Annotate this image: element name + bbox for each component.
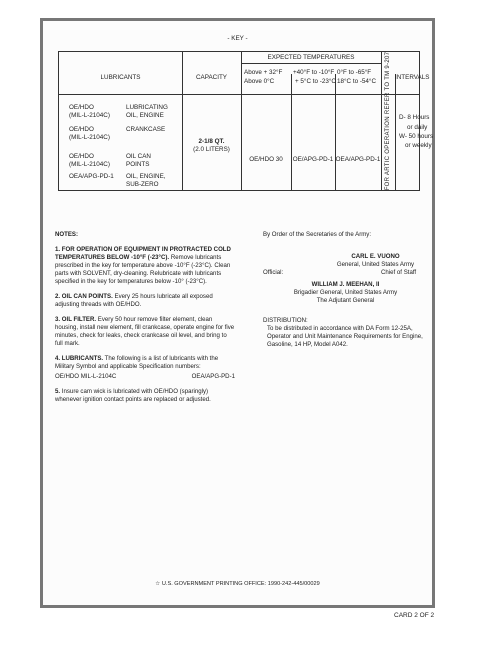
gpo-imprint: ☆ U.S. GOVERNMENT PRINTING OFFICE: 1990-242-445/00029: [155, 581, 320, 587]
note-3: 3. OIL FILTER. Every 50 hour remove filter element, clean housing, install new element, fill crankcase, operate engine for five minutes, check for leaks, check crankcase oil level, and bring to full mark.: [55, 316, 235, 347]
row4-desc2: SUB-ZERO: [126, 181, 159, 188]
row3-desc: OIL CAN: [126, 153, 151, 160]
interval-weekly: W- 50 hours: [399, 133, 434, 140]
temp1-lubricant: OE/HDO 30: [249, 156, 283, 163]
official-label: Official:: [263, 269, 284, 276]
lubricants-header: LUBRICANTS: [100, 74, 141, 81]
temp2-c: + 5°C to -23°C: [295, 78, 336, 85]
capacity-liters: (2.0 LITERS): [193, 146, 230, 153]
row1-spec: (MIL-L-2104C): [69, 112, 110, 119]
interval-daily-note: or daily: [407, 124, 428, 131]
row4-code: OEA/APG-PD-1: [69, 173, 114, 180]
capacity-value: 2-1/8 QT.: [198, 138, 225, 145]
interval-daily: D- 8 Hours: [399, 114, 430, 121]
temp3-f: 0°F to -65°F: [337, 69, 372, 76]
interval-weekly-note: or weekly: [405, 142, 432, 149]
notes-section: [55, 231, 235, 411]
arctic-side-note: FOR ARTIC OPERATION REFER TO TM 9-207: [385, 51, 391, 191]
temp3-lubricant: OEA/APG-PD-1: [335, 156, 381, 163]
row3-code: OE/HDO: [69, 153, 94, 160]
row4-desc: OIL, ENGINE,: [126, 173, 166, 180]
capacity-header: CAPACITY: [195, 74, 228, 81]
note-4: 4. LUBRICANTS. The following is a list of lubricants with the Military Symbol and applicable Specification numbers: OE/HDO MIL-L-2104C OEA/APG-PD-1: [55, 355, 235, 380]
intervals-header: INTERVALS: [395, 74, 430, 81]
temp1-f: Above + 32°F: [244, 69, 283, 76]
vuono-title: Chief of Staff: [381, 269, 417, 276]
row1-desc2: OIL, ENGINE: [126, 112, 164, 119]
row1-desc: LUBRICATING: [126, 104, 168, 111]
note-1: 1. FOR OPERATION OF EQUIPMENT IN PROTRACTED COLD TEMPERATURES BELOW -10°F (-23°C). Remove lubricants prescribed in the key for temperature above -10°F (-23°C). Clean parts with SOLVENT, dry-cleaning. Relubricate with lubricants specified in the key for temperatures below -10° (-23°C).: [55, 246, 231, 285]
row3-spec: (MIL-L-2104C): [69, 161, 110, 168]
meehan-rank: Brigadier General, United States Army: [293, 289, 398, 296]
distribution-title: DISTRIBUTION:: [263, 317, 308, 324]
note-2: 2. OIL CAN POINTS. Every 25 hours lubricate all exposed adjusting threads with OE/HDO.: [55, 293, 213, 308]
card-number: CARD 2 OF 2: [394, 612, 435, 619]
vuono-name: CARL E. VUONO: [351, 253, 400, 260]
distribution-body: To be distributed in accordance with DA Form 12-25A, Operator and Unit Maintenance Requirements for Engine, Gasoline, 14 HP, Model A042.: [267, 325, 423, 348]
lubricant-key-table: [58, 51, 434, 191]
row3-desc2: POINTS: [126, 161, 150, 168]
notes-title: NOTES:: [55, 231, 79, 238]
lubrication-card: [40, 18, 435, 608]
note-4-spec-left: OE/HDO MIL-L-2104C: [55, 373, 117, 380]
row2-spec: (MIL-L-2104C): [69, 134, 110, 141]
row2-code: OE/HDO: [69, 126, 94, 133]
row1-code: OE/HDO: [69, 104, 94, 111]
vuono-rank: General, United States Army: [336, 261, 415, 268]
meehan-title: The Adjutant General: [316, 297, 375, 304]
row2-desc: CRANKCASE: [126, 126, 166, 133]
by-order-line: By Order of the Secretaries of the Army:: [263, 231, 372, 238]
meehan-name: WILLIAM J. MEEHAN, II: [311, 281, 380, 288]
temp1-c: Above 0°C: [244, 78, 275, 85]
authority-section: [263, 231, 428, 349]
temp3-c: 18°C to -54°C: [337, 78, 376, 85]
expected-temperatures-header: EXPECTED TEMPERATURES: [267, 54, 355, 61]
temp2-f: +40°F to -10°F: [293, 69, 335, 76]
note-4-spec-right: OEA/APG-PD-1: [191, 373, 235, 380]
note-5: 5. Insure cam wick is lubricated with OE/HDO (sparingly) whenever ignition contact points are replaced or adjusted.: [55, 388, 211, 403]
key-title: - KEY -: [227, 35, 248, 42]
temp2-lubricant: OE/APG-PD-1: [292, 156, 334, 163]
